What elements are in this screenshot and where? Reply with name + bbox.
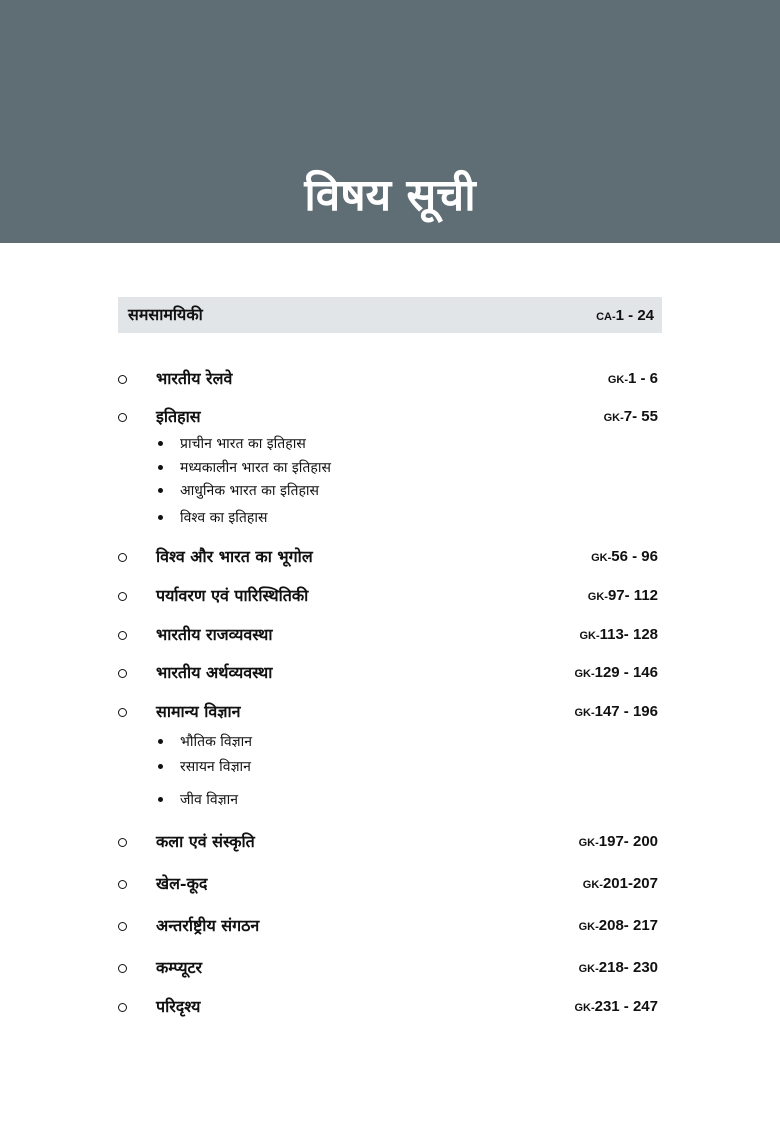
circle-bullet-icon	[118, 413, 127, 422]
circle-bullet-icon	[118, 375, 127, 384]
subitem-label: भौतिक विज्ञान	[180, 734, 253, 750]
page-range: 1 - 24	[615, 307, 654, 324]
page-range: 113- 128	[599, 626, 658, 643]
entry-title: कम्प्यूटर	[156, 958, 203, 977]
current-affairs-row	[118, 297, 662, 333]
toc-entry	[116, 958, 662, 980]
dot-bullet-icon	[158, 764, 163, 769]
toc-entry	[116, 874, 662, 896]
current-affairs-pages	[596, 306, 654, 327]
circle-bullet-icon	[118, 964, 127, 973]
circle-bullet-icon	[118, 708, 127, 717]
entry-pages	[579, 832, 658, 853]
dot-bullet-icon	[158, 739, 163, 744]
page-prefix: GK-	[607, 374, 628, 386]
entry-title: परिदृश्य	[156, 997, 201, 1016]
dot-bullet-icon	[158, 441, 163, 446]
page-prefix: GK-	[591, 552, 612, 564]
toc-entry	[116, 997, 662, 1019]
subitem-label: जीव विज्ञान	[180, 792, 239, 808]
entry-title: भारतीय रेलवे	[156, 369, 233, 388]
circle-bullet-icon	[118, 880, 127, 889]
page-prefix: GK-	[578, 921, 599, 933]
entry-pages	[583, 874, 658, 895]
page-prefix: CA-	[596, 311, 616, 323]
entry-pages	[579, 625, 658, 646]
entry-pages	[579, 958, 658, 979]
entry-pages	[608, 369, 658, 390]
current-affairs-title: समसामयिकी	[128, 305, 203, 324]
entry-pages	[604, 407, 658, 428]
entry-title: खेल-कूद	[156, 874, 208, 893]
entry-title: सामान्य विज्ञान	[156, 702, 241, 721]
toc-entry	[116, 586, 662, 608]
page-range: 56 - 96	[611, 548, 658, 565]
page-prefix: GK-	[578, 963, 599, 975]
dot-bullet-icon	[158, 465, 163, 470]
subitem-label: विश्व का इतिहास	[180, 510, 268, 526]
page-title: विषय सूची	[304, 170, 476, 221]
entry-pages	[588, 586, 658, 607]
page-range: 7- 55	[623, 408, 658, 425]
page-range: 231 - 247	[594, 998, 658, 1015]
toc-entry	[116, 369, 662, 391]
page-prefix: GK-	[587, 591, 608, 603]
page-range: 1 - 6	[627, 370, 658, 387]
page-range: 97- 112	[607, 587, 658, 604]
entry-title: पर्यावरण एवं पारिस्थितिकी	[156, 586, 309, 605]
subitem-label: रसायन विज्ञान	[180, 759, 251, 775]
entry-title: विश्व और भारत का भूगोल	[156, 547, 313, 566]
subitem-label: प्राचीन भारत का इतिहास	[180, 436, 306, 452]
entry-title: अन्तर्राष्ट्रीय संगठन	[156, 916, 260, 935]
page-range: 147 - 196	[594, 703, 658, 720]
page-prefix: GK-	[603, 412, 624, 424]
entry-title: भारतीय राजव्यवस्था	[156, 625, 273, 644]
toc-entry	[116, 832, 662, 854]
page-prefix: GK-	[579, 630, 600, 642]
circle-bullet-icon	[118, 922, 127, 931]
page-range: 197- 200	[598, 833, 658, 850]
entry-title: भारतीय अर्थव्यवस्था	[156, 663, 273, 682]
page-range: 218- 230	[598, 959, 658, 976]
circle-bullet-icon	[118, 592, 127, 601]
entry-pages	[574, 997, 658, 1018]
circle-bullet-icon	[118, 631, 127, 640]
dot-bullet-icon	[158, 515, 163, 520]
page-prefix: GK-	[574, 668, 595, 680]
entry-pages	[574, 663, 658, 684]
circle-bullet-icon	[118, 553, 127, 562]
entry-pages	[574, 702, 658, 723]
subitem-label: आधुनिक भारत का इतिहास	[180, 483, 319, 499]
entry-title: इतिहास	[156, 407, 201, 426]
page-range: 208- 217	[598, 917, 658, 934]
toc-entry	[116, 547, 662, 569]
toc-entry	[116, 625, 662, 647]
page-prefix: GK-	[574, 1002, 595, 1014]
entry-pages	[591, 547, 658, 568]
dot-bullet-icon	[158, 488, 163, 493]
toc-entry	[116, 407, 662, 429]
dot-bullet-icon	[158, 797, 163, 802]
page-prefix: GK-	[582, 879, 603, 891]
toc-entry	[116, 702, 662, 724]
entry-title: कला एवं संस्कृति	[156, 832, 255, 851]
circle-bullet-icon	[118, 838, 127, 847]
page-prefix: GK-	[578, 837, 599, 849]
page-prefix: GK-	[574, 707, 595, 719]
page-range: 201-207	[602, 875, 658, 892]
toc-entry	[116, 663, 662, 685]
page-range: 129 - 146	[594, 664, 658, 681]
entry-pages	[579, 916, 658, 937]
circle-bullet-icon	[118, 669, 127, 678]
circle-bullet-icon	[118, 1003, 127, 1012]
toc-entry	[116, 916, 662, 938]
header-banner	[0, 0, 780, 243]
subitem-label: मध्यकालीन भारत का इतिहास	[180, 460, 331, 476]
